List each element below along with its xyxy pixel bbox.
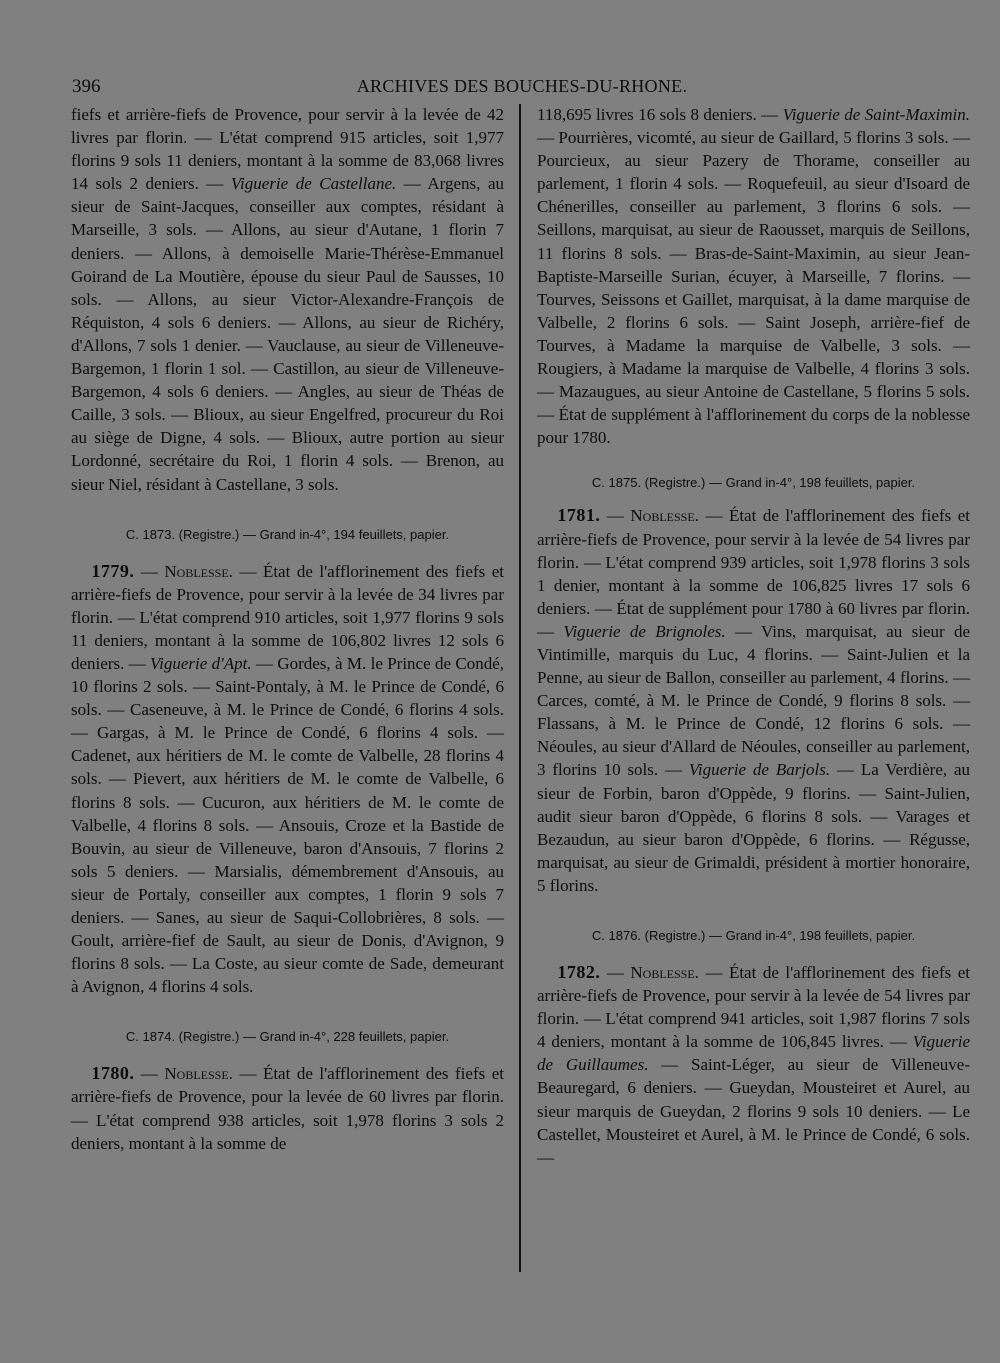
viguerie-saint-maximin: Viguerie de Saint-Maximin.: [782, 105, 971, 124]
entry-dash: —: [600, 506, 631, 526]
page-number: 396: [72, 76, 101, 97]
entry-dash: —: [134, 561, 165, 581]
column-divider: [519, 104, 521, 1272]
year-heading: 1782.: [557, 962, 601, 982]
entry-text-3: — La Verdière, au sieur de Forbin, baron d'Oppède, 9 florins. — Saint-Julien, audit sieur baron d'Oppède, 6 florins 8 sols. — Varages et Bezaudun, au sieur baron d'Oppède, 6 florins. — Régusse, marquisat, au sieur de Grimaldi, président à mortier honoraire, 5 florins.: [537, 760, 971, 895]
viguerie-barjols: Viguerie de Barjols.: [688, 760, 831, 780]
year-heading: 1779.: [91, 560, 135, 581]
entry-text-1: — État de l'afflorinement des fiefs et arrière-fiefs de Provence, pour la levée de 60 livres par florin. — L'état comprend 938 articles, soit 1,978 florins 3 sols 2 deniers, montant à la somme de: [71, 1064, 504, 1153]
entry-dash: —: [134, 1064, 165, 1084]
page-header: [72, 76, 972, 102]
entry-text-1: — État de l'afflorinement des fiefs et arrière-fiefs de Provence, pour servir à la levée de 34 livres par florin. — L'état comprend 910 articles, soit 1,977 florins 9 sols 11 deniers, montant à la somme de 106,802 livres 12 sols 6 deniers. —: [71, 561, 504, 673]
entry-1780-continued: [537, 103, 970, 449]
viguerie-apt: Viguerie d'Apt.: [150, 653, 252, 673]
opening-paragraph: [71, 103, 504, 496]
section-noblesse: Noblesse.: [164, 1064, 233, 1084]
opening-text-2: — Argens, au sieur de Saint-Jacques, conseiller aux comptes, résidant à Marseille, 3 sols. — Allons, au sieur d'Autane, 1 florin 7 deniers. — Allons, à demoiselle Marie-Thérèse-Emmanuel Goirand de La Moutière, épouse du sieur Paul de Sausses, 10 sols. — Allons, au sieur Victor-Alexandre-François de Réquiston, 4 sols 6 deniers. — Allons, au sieur de Richéry, d'Allons, 7 sols 1 denier. — Vauclause, au sieur de Villeneuve-Bargemon, 1 florin 1 sol. — Castillon, au sieur de Villeneuve-Bargemon, 4 sols 6 deniers. — Angles, au sieur de Théas de Caille, 3 sols. — Blioux, au sieur Engelfred, procureur du Roi au siège de Digne, 4 sols. — Blioux, autre portion au sieur Lordonné, secrétaire du Roi, 1 florin 4 sols. — Brenon, au sieur Niel, résidant à Castellane, 3 sols.: [71, 174, 504, 494]
entry-text-2: — Pourrières, vicomté, au sieur de Gaillard, 5 florins 3 sols. — Pourcieux, au sieur Pazery de Thorame, conseiller au parlement, 1 florin 4 sols. — Roquefeuil, au sieur d'Isoard de Chénerilles, conseiller au parlement, 3 florins 6 sols. — Seillons, marquisat, au sieur de Raousset, marquis de Seillons, 11 florins 8 sols. — Bras-de-Saint-Maximin, au sieur Jean-Baptiste-Marseille Surian, écuyer, à Marseille, 7 florins. — Tourves, Seissons et Gaillet, marquisat, à la dame marquise de Valbelle, 2 florins 6 sols. — Saint Joseph, arrière-fief de Tourves, à Madame la marquise de Valbelle, 3 sols. — Rougiers, à Madame la marquise de Valbelle, 4 florins 3 sols. — Mazaugues, au sieur Antoine de Castellane, 5 florins 5 sols. — État de supplément à l'afflorinement du corps de la noblesse pour 1780.: [537, 128, 970, 448]
entry-1780: [71, 1062, 504, 1154]
running-title: ARCHIVES DES BOUCHES-DU-RHONE.: [356, 76, 688, 96]
section-noblesse: Noblesse.: [164, 561, 233, 581]
reference-1873: C. 1873. (Registre.) — Grand in-4°, 194 feuillets, papier.: [125, 526, 450, 542]
entry-1781: [537, 504, 970, 897]
right-column: [537, 103, 970, 1169]
reference-1875: C. 1875. (Registre.) — Grand in-4°, 198 feuillets, papier.: [591, 475, 916, 491]
year-heading: 1781.: [557, 505, 601, 526]
section-noblesse: Noblesse.: [630, 506, 699, 526]
left-column: [71, 103, 504, 1155]
entry-1782: [537, 961, 970, 1169]
entry-1779: [71, 560, 504, 999]
entry-text-2: — Gordes, à M. le Prince de Condé, 10 florins 2 sols. — Saint-Pontaly, à M. le Prince de Condé, 6 sols. — Caseneuve, à M. le Prince de Condé, 6 florins 4 sols. — Gargas, à M. le Prince de Condé, 6 florins 4 sols. — Cadenet, aux héritiers de M. le comte de Valbelle, 28 florins 4 sols. — Pievert, aux héritiers de M. le comte de Valbelle, 6 florins 8 sols. — Cucuron, aux héritiers de M. le comte de Valbelle, 4 florins 8 sols. — Ansouis, Croze et la Bastide de Bouvin, au sieur de Villeneuve, baron d'Ansouis, 7 florins 2 sols 5 deniers. — Marsialis, démembrement d'Ansouis, au sieur de Portaly, conseiller aux comptes, 1 florin 9 sols 7 deniers. — Sanes, au sieur de Saqui-Collobrières, 8 sols. — Goult, arrière-fief de Sault, au sieur de Donis, d'Avignon, 9 florins 8 sols. — La Coste, au sieur comte de Sade, demeurant à Avignon, 4 florins 4 sols.: [71, 653, 504, 997]
viguerie-guillaumes: Viguerie de Guillaumes.: [537, 1032, 970, 1075]
reference-1874: C. 1874. (Registre.) — Grand in-4°, 228 feuillets, papier.: [125, 1029, 450, 1045]
viguerie-brignoles: Viguerie de Brignoles.: [563, 621, 726, 641]
entry-text-2: — Vins, marquisat, au sieur de Vintimille, marquis du Luc, 4 florins. — Saint-Julien et la Penne, au sieur de Ballon, conseiller au parlement, 4 florins. — Carces, comté, à M. le Prince de Condé, 9 florins 8 sols. — Flassans, à M. le Prince de Condé, 12 florins 6 sols. — Néoules, au sieur d'Allard de Néoules, conseiller au parlement, 3 florins 10 sols. —: [537, 621, 970, 780]
entry-text-2: — Saint-Léger, au sieur de Villeneuve-Beauregard, 6 deniers. — Gueydan, Mousteiret et Aurel, au sieur marquis de Gueydan, 2 florins 9 sols 10 deniers. — Le Castellet, Mousteiret et Aurel, à M. le Prince de Condé, 6 sols. —: [537, 1055, 970, 1167]
year-heading: 1780.: [91, 1063, 135, 1084]
entry-text-1: — État de l'afflorinement des fiefs et arrière-fiefs de Provence, pour servir à la levée de 54 livres par florin. — L'état comprend 941 articles, soit 1,987 florins 7 sols 4 deniers, montant à la somme de 106,845 livres. —: [537, 963, 970, 1052]
entry-text-1: — État de l'afflorinement des fiefs et arrière-fiefs de Provence, pour servir à la levée de 54 livres par florin. — L'état comprend 939 articles, soit 1,978 florins 3 sols 1 denier, montant à la somme de 106,825 livres 17 sols 6 deniers. — État de supplément pour 1780 à 60 livres par florin. —: [537, 506, 970, 641]
section-noblesse: Noblesse.: [630, 963, 699, 982]
entry-dash: —: [600, 963, 631, 982]
reference-1876: C. 1876. (Registre.) — Grand in-4°, 198 feuillets, papier.: [591, 928, 916, 943]
opening-text-1: fiefs et arrière-fiefs de Provence, pour servir à la levée de 42 livres par florin. — L'état comprend 915 articles, soit 1,977 florins 9 sols 11 deniers, montant à la somme de 83,068 livres 14 sols 2 deniers. —: [71, 105, 504, 194]
viguerie-castellane: Viguerie de Castellane.: [230, 174, 397, 194]
entry-text-1: 118,695 livres 16 sols 8 deniers. —: [537, 105, 783, 124]
